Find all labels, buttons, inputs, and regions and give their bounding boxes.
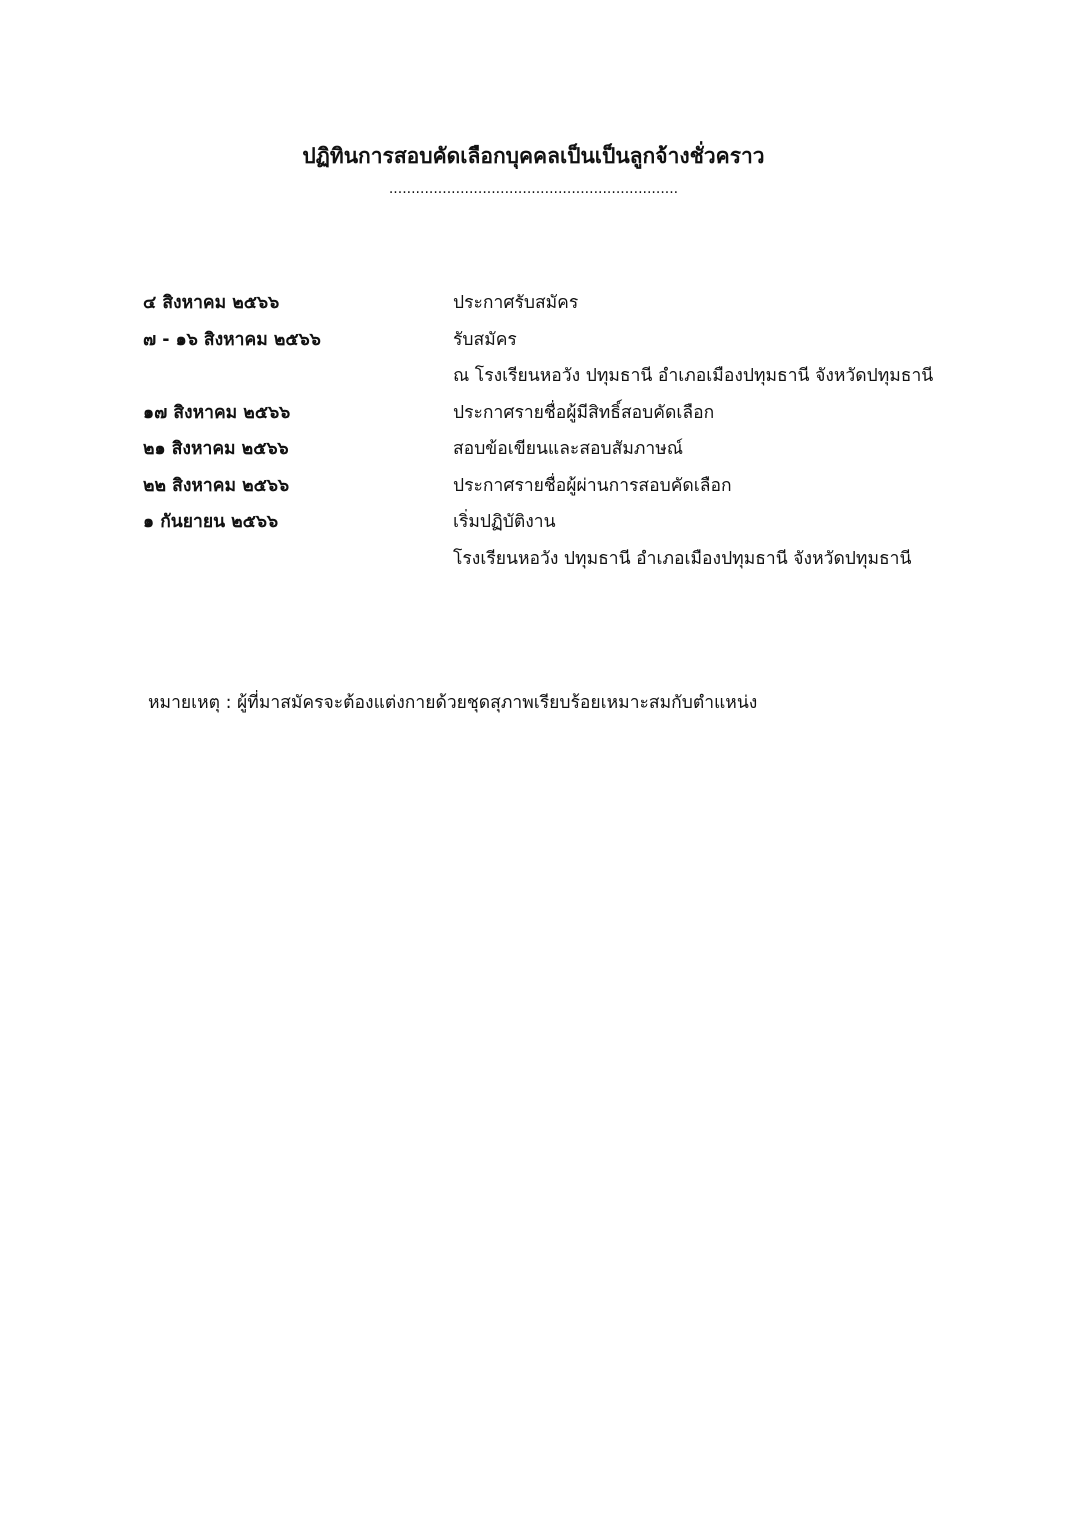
schedule-row	[143, 473, 963, 510]
title-dotted-rule: .................................................................	[388, 181, 679, 197]
document-title: ปฏิทินการสอบคัดเลือกบุคคลเป็นเป็นลูกจ้างชั่วคราว	[302, 144, 765, 168]
schedule-date: ๑ กันยายน ๒๕๖๖	[143, 512, 279, 532]
schedule-row	[143, 400, 963, 437]
schedule-event: ประกาศรับสมัคร	[453, 293, 579, 313]
schedule-table	[143, 290, 963, 582]
schedule-date: ๗ - ๑๖ สิงหาคม ๒๕๖๖	[143, 329, 321, 350]
schedule-row	[143, 327, 963, 364]
schedule-date: ๑๗ สิงหาคม ๒๕๖๖	[143, 402, 291, 423]
schedule-row	[143, 290, 963, 327]
schedule-event: รับสมัคร	[453, 329, 517, 350]
schedule-date: ๒๑ สิงหาคม ๒๕๖๖	[143, 439, 289, 459]
schedule-event: ประกาศรายชื่อผู้ผ่านการสอบคัดเลือก	[453, 475, 732, 496]
schedule-event: โรงเรียนหอวัง ปทุมธานี อำเภอเมืองปทุมธานี จังหวัดปทุมธานี	[453, 548, 912, 569]
schedule-date: ๒๒ สิงหาคม ๒๕๖๖	[143, 475, 290, 496]
remark-note: หมายเหตุ : ผู้ที่มาสมัครจะต้องแต่งกายด้วยชุดสุภาพเรียบร้อยเหมาะสมกับตำแหน่ง	[148, 693, 758, 713]
schedule-event: เริ่มปฏิบัติงาน	[453, 512, 556, 532]
schedule-event: ประกาศรายชื่อผู้มีสิทธิ์สอบคัดเลือก	[453, 402, 715, 423]
schedule-event: ณ โรงเรียนหอวัง ปทุมธานี อำเภอเมืองปทุมธานี จังหวัดปทุมธานี	[453, 366, 934, 386]
schedule-event: สอบข้อเขียนและสอบสัมภาษณ์	[453, 439, 683, 459]
schedule-date: ๔ สิงหาคม ๒๕๖๖	[143, 293, 280, 313]
schedule-row	[143, 546, 963, 583]
schedule-row	[143, 509, 963, 546]
schedule-row	[143, 436, 963, 473]
schedule-row	[143, 363, 963, 400]
